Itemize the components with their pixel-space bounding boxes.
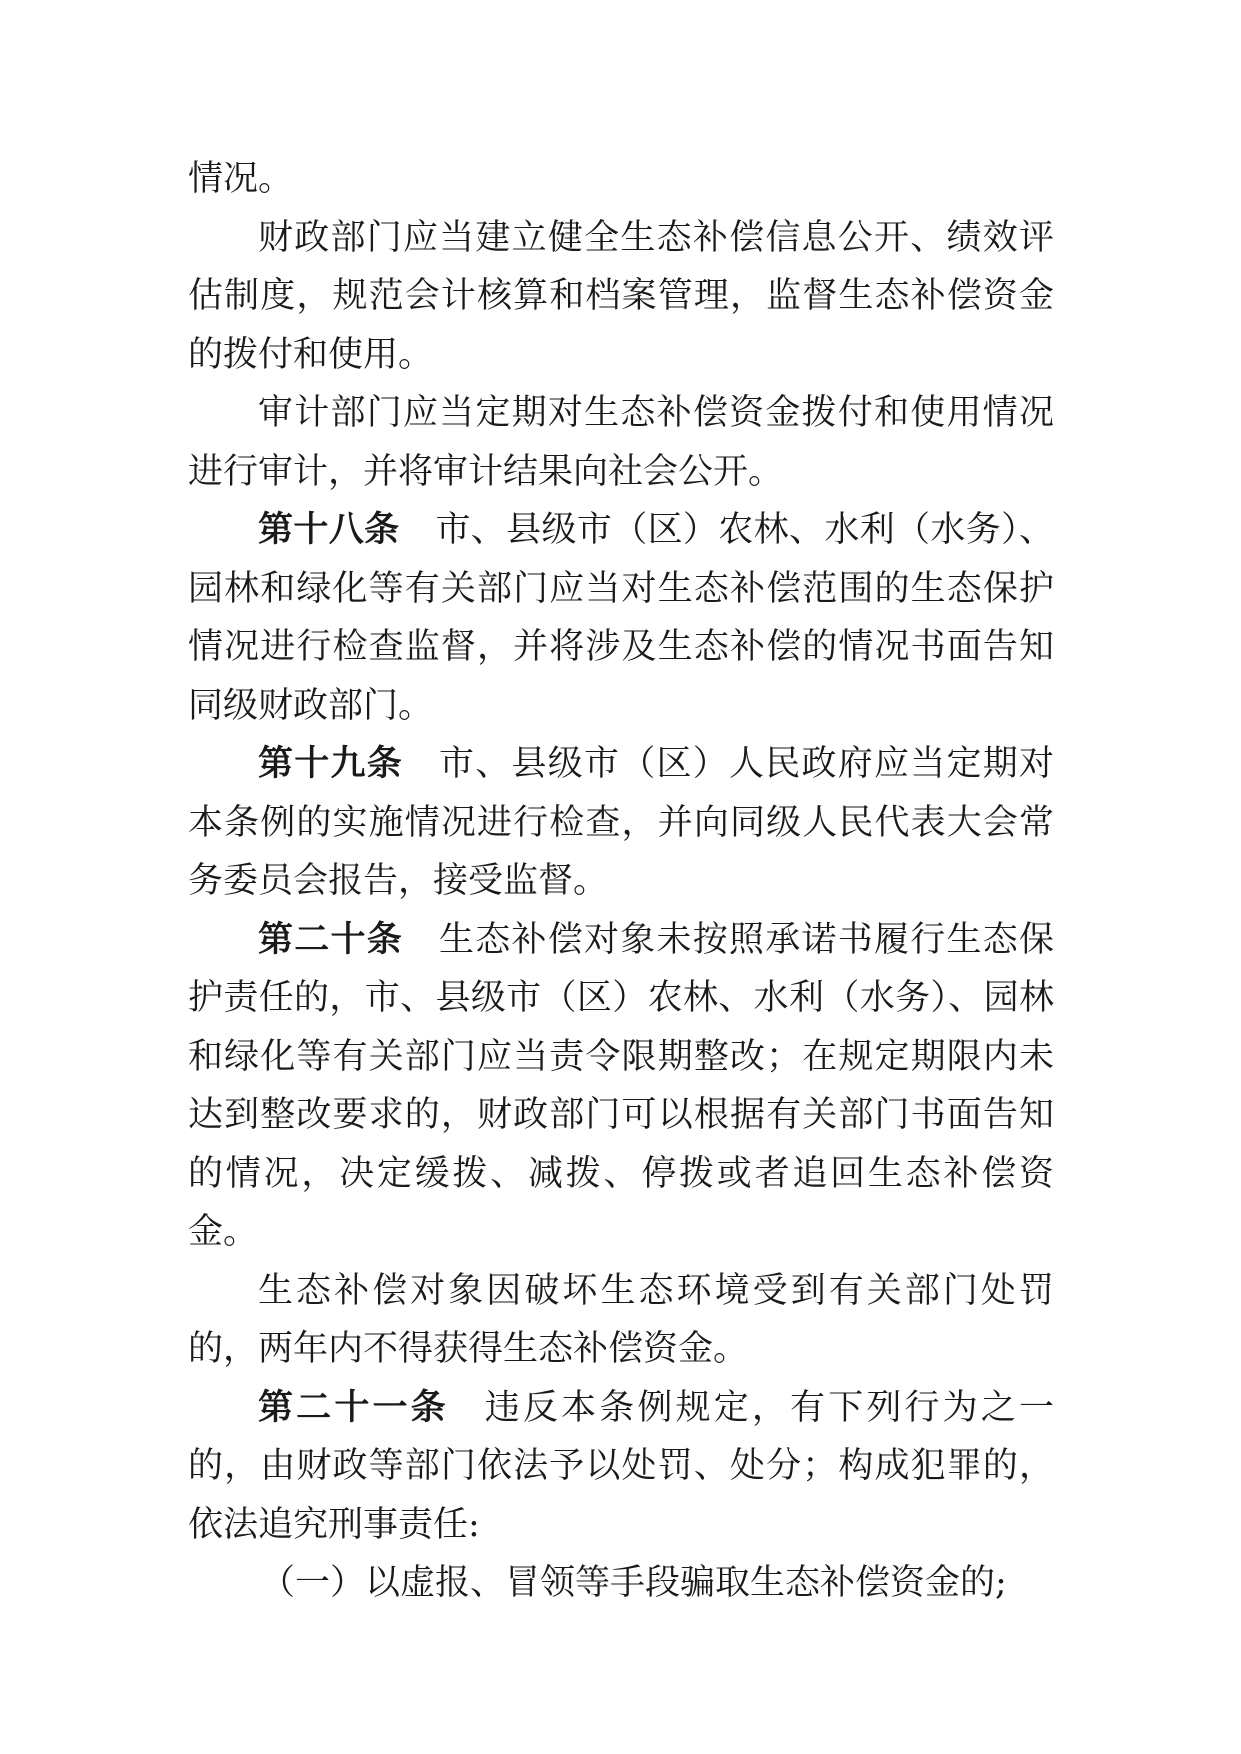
- paragraph-text: 生态补偿对象因破坏生态环境受到有关部门处罚的，两年内不得获得生态补偿资金。: [188, 1270, 1054, 1369]
- paragraph-penalty: [188, 1262, 1054, 1379]
- document-body: [188, 150, 1054, 1613]
- article-text: 市、县级市（区）人民政府应当定期对本条例的实施情况进行检查，并向同级人民代表大会常务委员会报告，接受监督。: [188, 744, 1054, 901]
- list-item-text: （一）以虚报、冒领等手段骗取生态补偿资金的;: [260, 1563, 1007, 1603]
- paragraph-continuation: [188, 150, 1054, 209]
- article-number: 第十八条: [258, 510, 400, 550]
- paragraph-text: 审计部门应当定期对生态补偿资金拨付和使用情况进行审计，并将审计结果向社会公开。: [188, 393, 1054, 492]
- article-number: 第二十条: [258, 919, 403, 960]
- article-number: 第十九条: [258, 744, 403, 784]
- paragraph-text: 财政部门应当建立健全生态补偿信息公开、绩效评估制度，规范会计核算和档案管理，监督生态补偿资金的拨付和使用。: [188, 217, 1054, 375]
- article-text: 违反本条例规定，有下列行为之一的，由财政等部门依法予以处罚、处分；构成犯罪的，依法追究刑事责任:: [188, 1387, 1054, 1545]
- article-number: 第二十一条: [258, 1387, 449, 1428]
- paragraph-text: 情况。: [188, 159, 294, 199]
- article-text: 市、县级市（区）农林、水利（水务）、园林和绿化等有关部门应当对生态补偿范围的生态保护情况进行检查监督，并将涉及生态补偿的情况书面告知同级财政部门。: [188, 510, 1054, 726]
- article-18: [188, 501, 1054, 735]
- paragraph-finance-dept: [188, 209, 1054, 385]
- article-20: [188, 911, 1054, 1262]
- article-text: 生态补偿对象未按照承诺书履行生态保护责任的，市、县级市（区）农林、水利（水务）、园林和绿化等有关部门应当责令限期整改；在规定期限内未达到整改要求的，财政部门可以根据有关部门书面告知的情况，决定缓拨、减拨、停拨或者追回生态补偿资金。: [188, 919, 1054, 1252]
- article-21: [188, 1379, 1054, 1555]
- article-19: [188, 735, 1054, 911]
- list-item: [188, 1554, 1054, 1613]
- paragraph-audit-dept: [188, 384, 1054, 501]
